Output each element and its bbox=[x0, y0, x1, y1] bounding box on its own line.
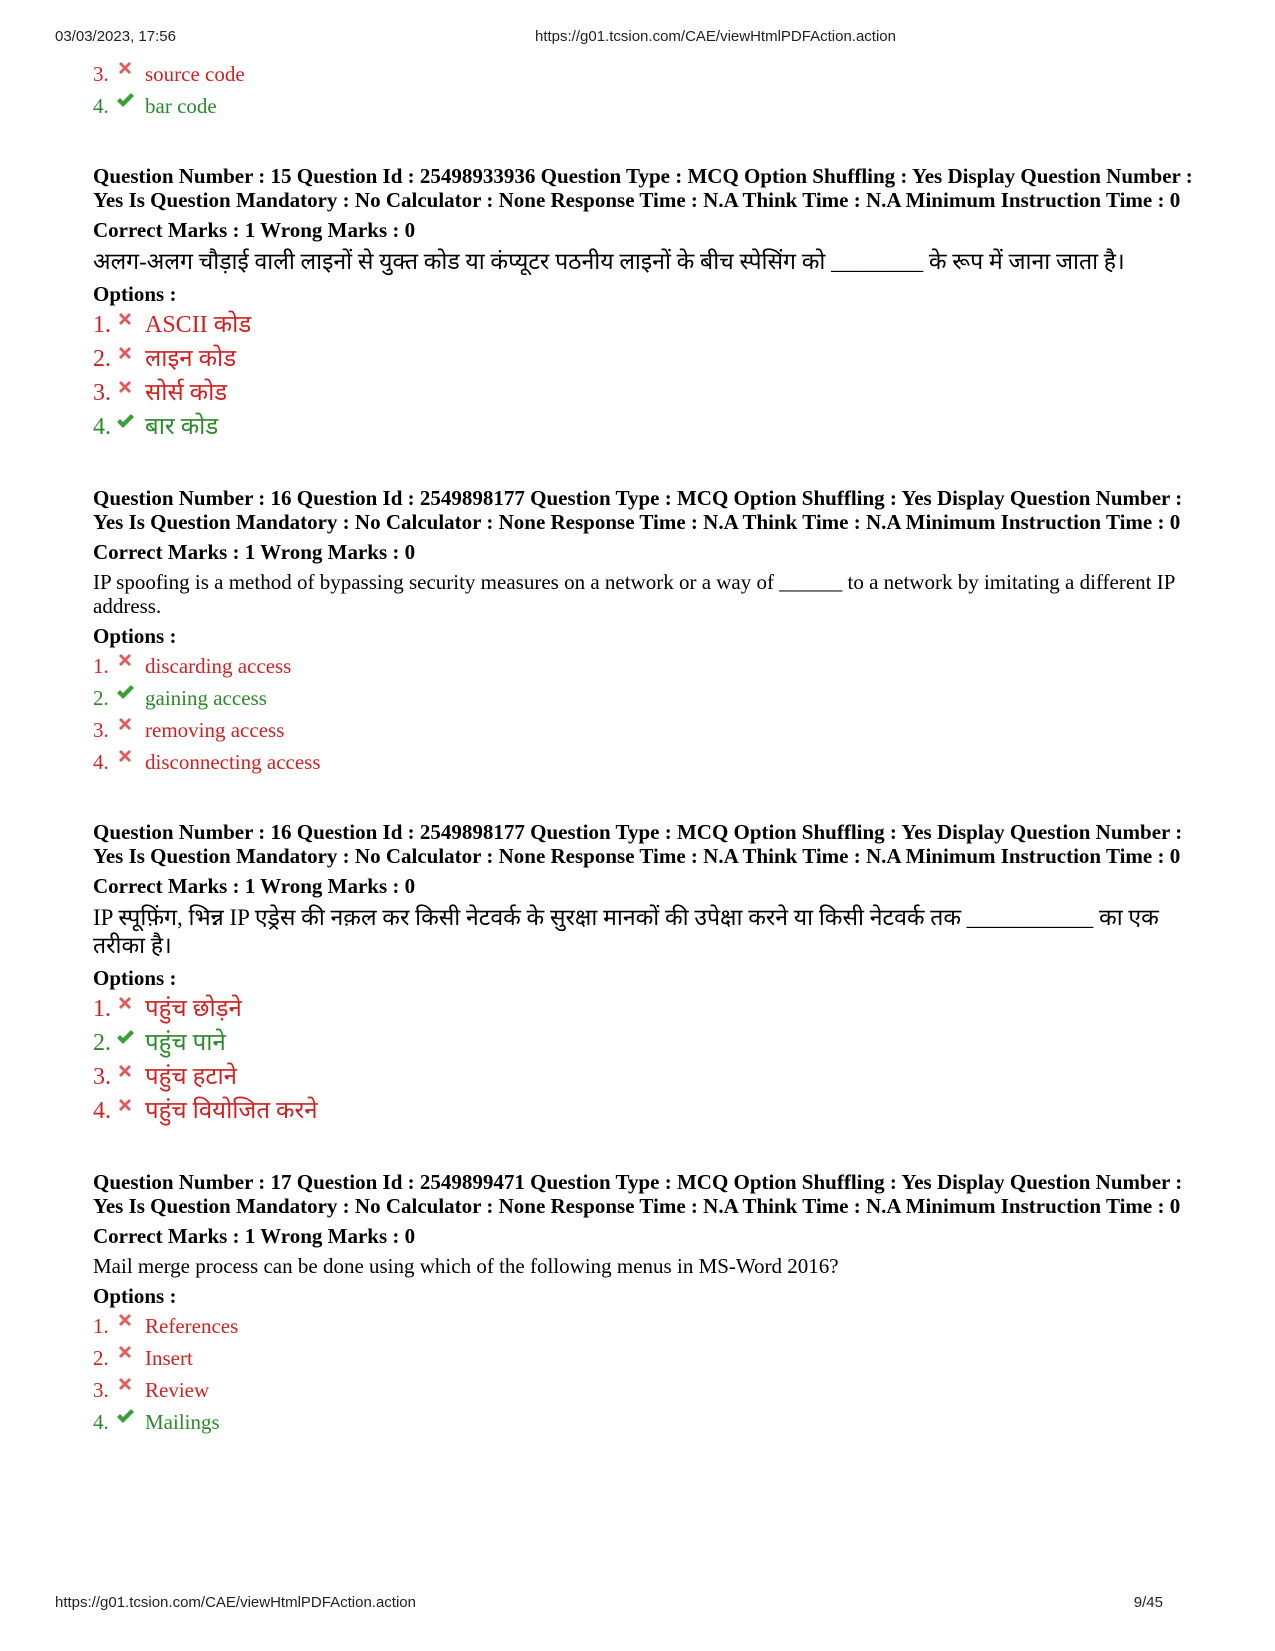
question-block bbox=[93, 820, 1193, 1128]
option-text: सोर्स कोड bbox=[145, 380, 228, 406]
option-item bbox=[93, 376, 1193, 410]
option-item bbox=[93, 1406, 1193, 1438]
question-block bbox=[93, 164, 1193, 444]
option-number: 3. bbox=[93, 1378, 109, 1402]
option-text: पहुंच हटाने bbox=[145, 1064, 237, 1090]
option-item bbox=[93, 714, 1193, 746]
option-number: 1. bbox=[93, 1314, 109, 1338]
question-block bbox=[93, 486, 1193, 778]
option-text: source code bbox=[145, 62, 245, 86]
option-text: लाइन कोड bbox=[145, 346, 237, 372]
question-marks: Correct Marks : 1 Wrong Marks : 0 bbox=[93, 218, 416, 242]
print-footer bbox=[55, 1594, 1163, 1616]
options-label: Options : bbox=[93, 624, 177, 648]
check-icon bbox=[115, 411, 139, 435]
option-number: 4. bbox=[93, 1098, 111, 1124]
option-number: 4. bbox=[93, 1410, 109, 1434]
check-icon bbox=[115, 1406, 139, 1430]
cross-icon bbox=[115, 993, 139, 1017]
print-footer-url: https://g01.tcsion.com/CAE/viewHtmlPDFAction.action bbox=[55, 1594, 416, 1611]
option-number: 2. bbox=[93, 686, 109, 710]
option-number: 2. bbox=[93, 346, 111, 372]
option-number: 3. bbox=[93, 1064, 111, 1090]
option-item bbox=[93, 90, 1193, 122]
option-text: Insert bbox=[145, 1346, 193, 1370]
option-number: 3. bbox=[93, 380, 111, 406]
option-text: disconnecting access bbox=[145, 750, 321, 774]
option-item bbox=[93, 58, 1193, 90]
option-text: ASCII कोड bbox=[145, 312, 252, 338]
cross-icon bbox=[115, 1374, 139, 1398]
option-item bbox=[93, 1374, 1193, 1406]
options-label: Options : bbox=[93, 1284, 177, 1308]
option-number: 2. bbox=[93, 1030, 111, 1056]
check-icon bbox=[115, 682, 139, 706]
option-text: पहुंच पाने bbox=[145, 1030, 226, 1056]
options-label: Options : bbox=[93, 966, 177, 990]
option-text: Mailings bbox=[145, 1410, 220, 1434]
option-number: 1. bbox=[93, 996, 111, 1022]
options-label: Options : bbox=[93, 282, 177, 306]
option-text: bar code bbox=[145, 94, 217, 118]
option-item bbox=[93, 342, 1193, 376]
check-icon bbox=[115, 90, 139, 114]
option-text: References bbox=[145, 1314, 239, 1338]
option-text: पहुंच छोड़ने bbox=[145, 996, 242, 1022]
option-item bbox=[93, 1094, 1193, 1128]
option-number: 3. bbox=[93, 62, 109, 86]
option-number: 4. bbox=[93, 94, 109, 118]
question-marks: Correct Marks : 1 Wrong Marks : 0 bbox=[93, 1224, 416, 1248]
question-marks: Correct Marks : 1 Wrong Marks : 0 bbox=[93, 874, 416, 898]
option-item bbox=[93, 1342, 1193, 1374]
option-text: Review bbox=[145, 1378, 210, 1402]
question-text: Mail merge process can be done using which of the following menus in MS-Word 2016? bbox=[93, 1254, 839, 1278]
option-text: discarding access bbox=[145, 654, 292, 678]
cross-icon bbox=[115, 343, 139, 367]
option-item bbox=[93, 992, 1193, 1026]
question-meta: Question Number : 16 Question Id : 2549898177 Question Type : MCQ Option Shuffling : Yes Display Question Number : Yes Is Question Mandatory : No Calculator : None Response Time : N.A Think Time : N.A Minimum Instruction Time : 0 bbox=[93, 486, 1183, 534]
question-text: IP spoofing is a method of bypassing security measures on a network or a way of ______ to a network by imitating a different IP address. bbox=[93, 570, 1175, 618]
option-text: removing access bbox=[145, 718, 285, 742]
option-item bbox=[93, 746, 1193, 778]
option-item bbox=[93, 308, 1193, 342]
check-icon bbox=[115, 1027, 139, 1051]
page-number: 9/45 bbox=[1133, 1594, 1163, 1611]
option-item bbox=[93, 1026, 1193, 1060]
cross-icon bbox=[115, 1061, 139, 1085]
print-datetime: 03/03/2023, 17:56 bbox=[55, 28, 176, 45]
option-item bbox=[93, 682, 1193, 714]
question-text: IP स्पूफ़िंग, भिन्न IP एड्रेस की नक़ल कर किसी नेटवर्क के सुरक्षा मानकों की उपेक्षा करने या किसी नेटवर्क तक ___________ का एक तरीका है। bbox=[93, 905, 1159, 958]
cross-icon bbox=[115, 309, 139, 333]
option-number: 4. bbox=[93, 414, 111, 440]
question-marks: Correct Marks : 1 Wrong Marks : 0 bbox=[93, 540, 416, 564]
cross-icon bbox=[115, 650, 139, 674]
option-item bbox=[93, 1060, 1193, 1094]
cross-icon bbox=[115, 746, 139, 770]
option-item bbox=[93, 1310, 1193, 1342]
option-number: 3. bbox=[93, 718, 109, 742]
continued-options bbox=[93, 58, 1193, 122]
print-header bbox=[55, 28, 1215, 50]
cross-icon bbox=[115, 1342, 139, 1366]
option-number: 2. bbox=[93, 1346, 109, 1370]
page-content bbox=[93, 58, 1193, 1438]
option-number: 1. bbox=[93, 654, 109, 678]
question-meta: Question Number : 17 Question Id : 2549899471 Question Type : MCQ Option Shuffling : Yes Display Question Number : Yes Is Question Mandatory : No Calculator : None Response Time : N.A Think Time : N.A Minimum Instruction Time : 0 bbox=[93, 1170, 1183, 1218]
option-number: 1. bbox=[93, 312, 111, 338]
cross-icon bbox=[115, 58, 139, 82]
question-meta: Question Number : 15 Question Id : 25498933936 Question Type : MCQ Option Shuffling : Yes Display Question Number : Yes Is Question Mandatory : No Calculator : None Response Time : N.A Think Time : N.A Minimum Instruction Time : 0 bbox=[93, 164, 1193, 212]
option-item bbox=[93, 650, 1193, 682]
question-block bbox=[93, 1170, 1193, 1438]
option-text: बार कोड bbox=[145, 414, 219, 440]
question-meta: Question Number : 16 Question Id : 2549898177 Question Type : MCQ Option Shuffling : Yes Display Question Number : Yes Is Question Mandatory : No Calculator : None Response Time : N.A Think Time : N.A Minimum Instruction Time : 0 bbox=[93, 820, 1183, 868]
option-number: 4. bbox=[93, 750, 109, 774]
cross-icon bbox=[115, 714, 139, 738]
question-text: अलग-अलग चौड़ाई वाली लाइनों से युक्त कोड या कंप्यूटर पठनीय लाइनों के बीच स्पेसिंग को ________ के रूप में जाना जाता है। bbox=[93, 249, 1125, 274]
cross-icon bbox=[115, 1095, 139, 1119]
print-header-url: https://g01.tcsion.com/CAE/viewHtmlPDFAction.action bbox=[535, 28, 896, 45]
option-text: gaining access bbox=[145, 686, 267, 710]
option-text: पहुंच वियोजित करने bbox=[145, 1098, 318, 1124]
cross-icon bbox=[115, 1310, 139, 1334]
cross-icon bbox=[115, 377, 139, 401]
option-item bbox=[93, 410, 1193, 444]
